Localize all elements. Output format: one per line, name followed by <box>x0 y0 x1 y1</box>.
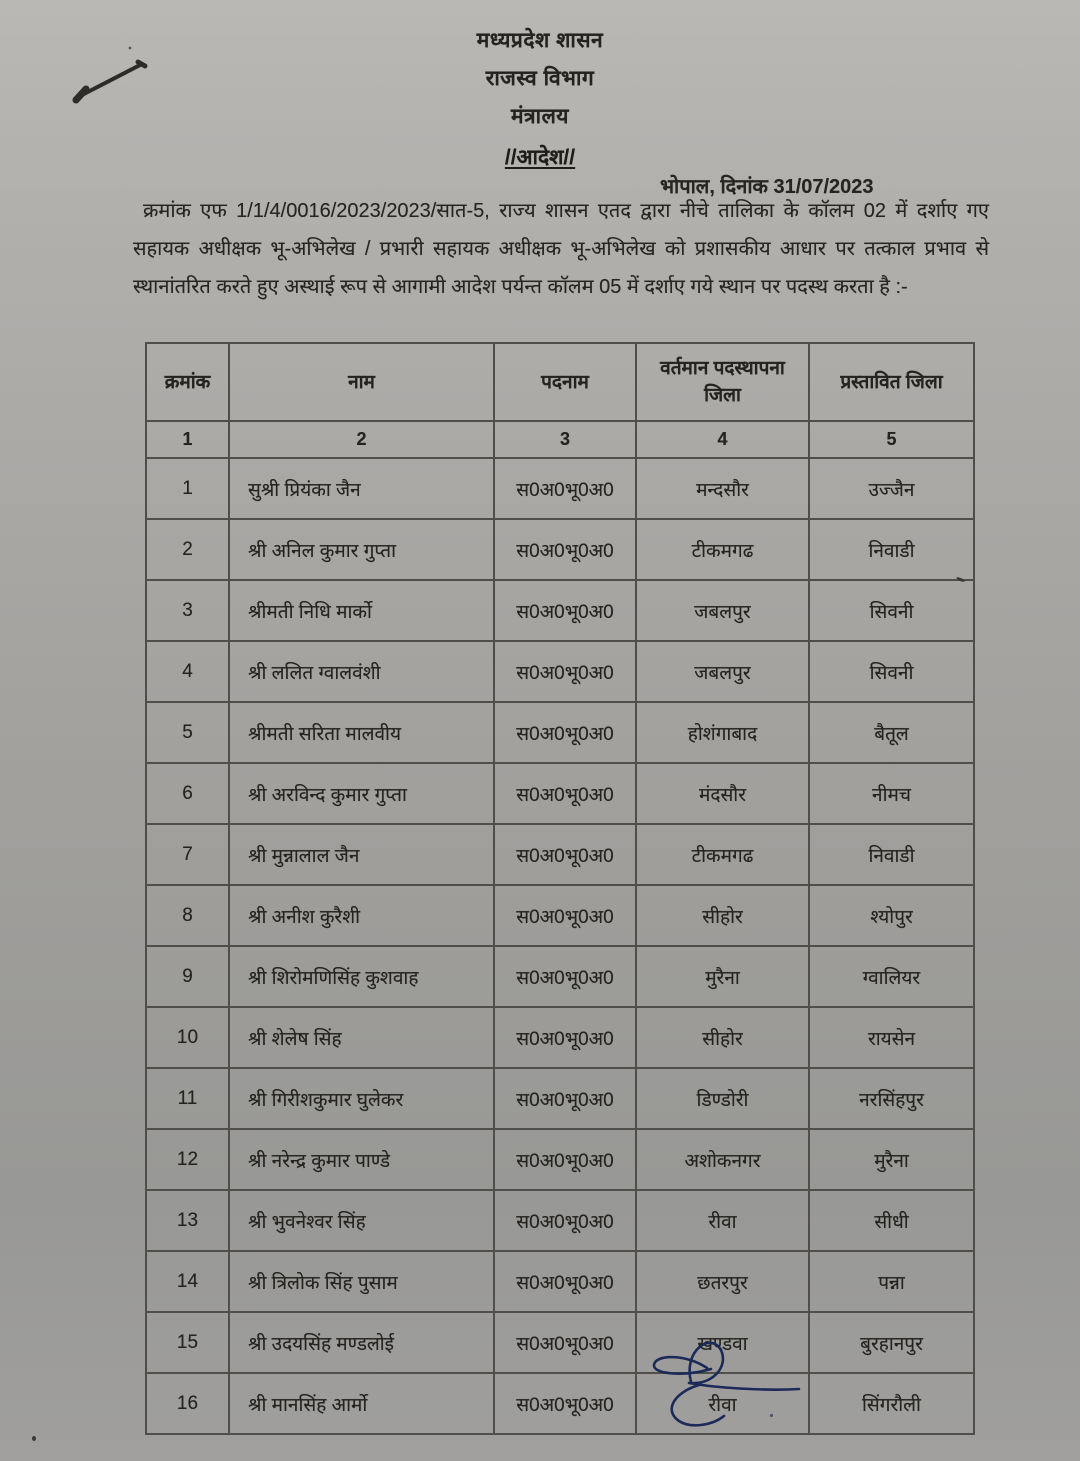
table-row <box>146 824 974 885</box>
proposed-district-cell: सिवनी <box>809 580 974 641</box>
table-row <box>146 641 974 702</box>
designation-cell: स0अ0भू0अ0 <box>494 946 636 1007</box>
proposed-district-cell: ग्वालियर <box>809 946 974 1007</box>
column-number: 5 <box>809 421 974 458</box>
table-body <box>146 458 974 1434</box>
table-row <box>146 946 974 1007</box>
table-row <box>146 1129 974 1190</box>
designation-cell: स0अ0भू0अ0 <box>494 1190 636 1251</box>
table-row <box>146 1007 974 1068</box>
designation-cell: स0अ0भू0अ0 <box>494 702 636 763</box>
designation-cell: स0अ0भू0अ0 <box>494 1007 636 1068</box>
current-district-cell: टीकमगढ <box>636 824 809 885</box>
name-cell: श्री भुवनेश्वर सिंह <box>229 1190 494 1251</box>
proposed-district-cell: सीधी <box>809 1190 974 1251</box>
current-district-cell: मुरैना <box>636 946 809 1007</box>
proposed-district-cell: बैतूल <box>809 702 974 763</box>
current-district-cell: सीहोर <box>636 1007 809 1068</box>
current-district-cell: रीवा <box>636 1190 809 1251</box>
current-district-cell: मंदसौर <box>636 763 809 824</box>
order-title: //आदेश// <box>504 146 576 169</box>
name-cell: श्री नरेन्द्र कुमार पाण्डे <box>229 1129 494 1190</box>
name-cell: श्री त्रिलोक सिंह पुसाम <box>229 1251 494 1312</box>
proposed-district-cell: मुरैना <box>809 1129 974 1190</box>
row-number-cell: 9 <box>146 946 229 1007</box>
government-name: मध्यप्रदेश शासन <box>476 29 604 52</box>
designation-cell: स0अ0भू0अ0 <box>494 763 636 824</box>
column-number: 3 <box>494 421 636 458</box>
table-row <box>146 763 974 824</box>
header-serial: क्रमांक <box>146 343 229 421</box>
row-number-cell: 10 <box>146 1007 229 1068</box>
proposed-district-cell: उज्जैन <box>809 458 974 519</box>
row-number-cell: 5 <box>146 702 229 763</box>
proposed-district-cell: सिवनी <box>809 641 974 702</box>
name-cell: सुश्री प्रियंका जैन <box>229 458 494 519</box>
designation-cell: स0अ0भू0अ0 <box>494 641 636 702</box>
place-date: भोपाल, दिनांक 31/07/2023 <box>660 176 874 198</box>
row-number-cell: 14 <box>146 1251 229 1312</box>
current-district-cell: डिण्डोरी <box>636 1068 809 1129</box>
current-district-cell: छतरपुर <box>636 1251 809 1312</box>
row-number-cell: 11 <box>146 1068 229 1129</box>
row-number-cell: 7 <box>146 824 229 885</box>
signature-icon <box>625 1328 825 1433</box>
table-row <box>146 519 974 580</box>
row-number-cell: 13 <box>146 1190 229 1251</box>
name-cell: श्री गिरीशकुमार घुलेकर <box>229 1068 494 1129</box>
column-number: 2 <box>229 421 494 458</box>
proposed-district-cell: नरसिंहपुर <box>809 1068 974 1129</box>
designation-cell: स0अ0भू0अ0 <box>494 885 636 946</box>
row-number-cell: 15 <box>146 1312 229 1373</box>
table-row <box>146 885 974 946</box>
current-district-cell: मन्दसौर <box>636 458 809 519</box>
table-row <box>146 458 974 519</box>
designation-cell: स0अ0भू0अ0 <box>494 458 636 519</box>
row-number-cell: 6 <box>146 763 229 824</box>
name-cell: श्री मुन्नालाल जैन <box>229 824 494 885</box>
column-number: 4 <box>636 421 809 458</box>
name-cell: श्री अनीश कुरैशी <box>229 885 494 946</box>
current-district-cell: जबलपुर <box>636 580 809 641</box>
table-row <box>146 1312 974 1373</box>
proposed-district-cell: निवाडी <box>809 824 974 885</box>
order-paragraph: क्रमांक एफ 1/1/4/0016/2023/2023/सात-5, राज्य शासन एतद द्वारा नीचे तालिका के कॉलम 02 में दर्शाए गए सहायक अधीक्षक भू-अभिलेख / प्रभारी सहायक अधीक्षक भू-अभिलेख को प्रशासकीय आधार पर तत्काल प्रभाव से स्थानांतरित करते हुए अस्थाई रूप से आगामी आदेश पर्यन्त कॉलम 05 में दर्शाए गये स्थान पर पदस्थ करता है :- <box>133 200 989 298</box>
name-cell: श्रीमती निधि मार्को <box>229 580 494 641</box>
designation-cell: स0अ0भू0अ0 <box>494 1312 636 1373</box>
current-district-cell: खण्डवा <box>636 1312 809 1373</box>
row-number-cell: 2 <box>146 519 229 580</box>
scan-speck <box>770 1414 773 1417</box>
table-row <box>146 1251 974 1312</box>
row-number-cell: 3 <box>146 580 229 641</box>
table-row <box>146 580 974 641</box>
current-district-cell: जबलपुर <box>636 641 809 702</box>
header-designation: पदनाम <box>494 343 636 421</box>
column-number-row <box>146 421 974 458</box>
designation-cell: स0अ0भू0अ0 <box>494 824 636 885</box>
proposed-district-cell: निवाडी <box>809 519 974 580</box>
scan-speck <box>32 1436 36 1441</box>
designation-cell: स0अ0भू0अ0 <box>494 1068 636 1129</box>
current-district-cell: रीवा <box>636 1373 809 1434</box>
designation-cell: स0अ0भू0अ0 <box>494 1251 636 1312</box>
current-district-cell: टीकमगढ <box>636 519 809 580</box>
name-cell: श्री ललित ग्वालवंशी <box>229 641 494 702</box>
header-proposed-district: प्रस्तावित जिला <box>809 343 974 421</box>
header-current-district: वर्तमान पदस्थापना जिला <box>636 343 809 421</box>
current-district-cell: अशोकनगर <box>636 1129 809 1190</box>
name-cell: श्री अनिल कुमार गुप्ता <box>229 519 494 580</box>
name-cell: श्री उदयसिंह मण्डलोई <box>229 1312 494 1373</box>
table-row <box>146 1068 974 1129</box>
proposed-district-cell: पन्ना <box>809 1251 974 1312</box>
proposed-district-cell: बुरहानपुर <box>809 1312 974 1373</box>
transfer-table <box>145 342 975 1435</box>
table-header-row <box>146 343 974 421</box>
designation-cell: स0अ0भू0अ0 <box>494 519 636 580</box>
current-district-cell: सीहोर <box>636 885 809 946</box>
proposed-district-cell: सिंगरौली <box>809 1373 974 1434</box>
name-cell: श्री शिरोमणिसिंह कुशवाह <box>229 946 494 1007</box>
row-number-cell: 1 <box>146 458 229 519</box>
department-name: राजस्व विभाग <box>485 67 595 90</box>
designation-cell: स0अ0भू0अ0 <box>494 580 636 641</box>
name-cell: श्री अरविन्द कुमार गुप्ता <box>229 763 494 824</box>
designation-cell: स0अ0भू0अ0 <box>494 1129 636 1190</box>
current-district-cell: होशंगाबाद <box>636 702 809 763</box>
designation-cell: स0अ0भू0अ0 <box>494 1373 636 1434</box>
letterhead <box>0 22 1080 136</box>
row-number-cell: 4 <box>146 641 229 702</box>
proposed-district-cell: नीमच <box>809 763 974 824</box>
name-cell: श्री मानसिंह आर्मो <box>229 1373 494 1434</box>
name-cell: श्रीमती सरिता मालवीय <box>229 702 494 763</box>
proposed-district-cell: श्योपुर <box>809 885 974 946</box>
table-row <box>146 1190 974 1251</box>
row-number-cell: 8 <box>146 885 229 946</box>
header-name: नाम <box>229 343 494 421</box>
column-number: 1 <box>146 421 229 458</box>
name-cell: श्री शेलेष सिंह <box>229 1007 494 1068</box>
proposed-district-cell: रायसेन <box>809 1007 974 1068</box>
table-row <box>146 1373 974 1434</box>
table-row <box>146 702 974 763</box>
row-number-cell: 12 <box>146 1129 229 1190</box>
row-number-cell: 16 <box>146 1373 229 1434</box>
ministry-name: मंत्रालय <box>510 105 569 128</box>
